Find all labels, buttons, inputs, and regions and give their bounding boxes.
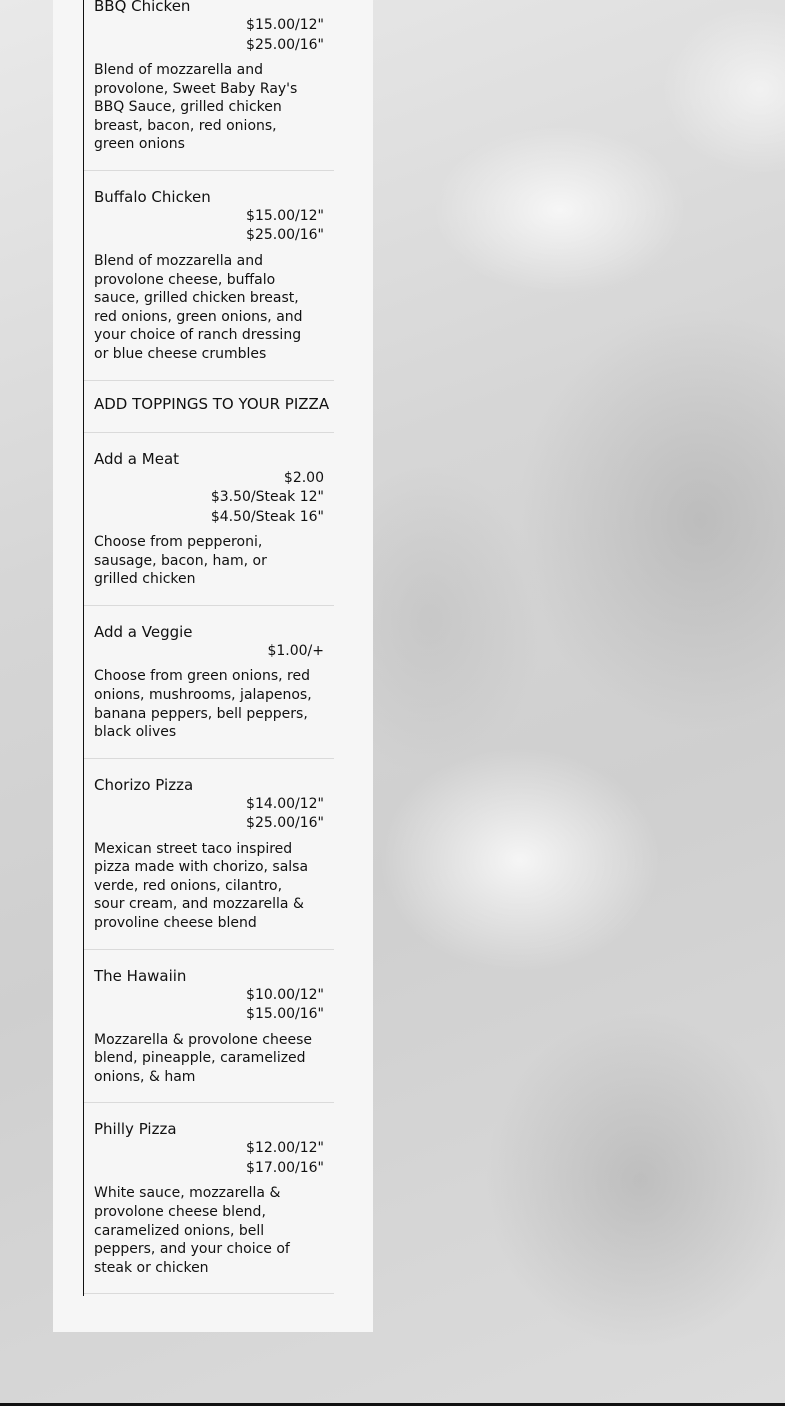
price-block — [94, 16, 334, 55]
item-description: Blend of mozzarella and provolone cheese, buffalo sauce, grilled chicken breast, red onions, green onions, and your choice of ranch dressing or blue cheese crumbles — [94, 252, 303, 362]
item-name: Philly Pizza — [94, 1120, 177, 1139]
price-12-inch: $15.00/12" — [246, 17, 324, 33]
price-12-inch: $10.00/12" — [246, 986, 324, 1003]
price-block — [94, 795, 334, 834]
item-description: Choose from pepperoni, sausage, bacon, ham, or grilled chicken — [94, 534, 267, 588]
item-description: Mozzarella & provolone cheese blend, pineapple, caramelized onions, & ham — [94, 1031, 313, 1085]
price-base: $2.00 — [283, 469, 324, 486]
price-block — [94, 469, 334, 528]
item-description: Mexican street taco inspired pizza made with chorizo, salsa verde, red onions, cilantro, sour cream, and mozzarella & provoline cheese blend — [94, 840, 309, 932]
menu-item-add-veggie — [84, 606, 334, 759]
price-steak-16: $4.50/Steak 16" — [210, 508, 324, 525]
item-description: White sauce, mozzarella & provolone cheese blend, caramelized onions, bell peppers, and your choice of steak or chicken — [94, 1185, 290, 1276]
price-block — [94, 1139, 334, 1178]
item-name: Add a Veggie — [94, 622, 193, 641]
price-12-inch: $12.00/12" — [246, 1140, 324, 1157]
price-block — [94, 642, 334, 662]
price-16-inch: $25.00/16" — [246, 227, 324, 244]
menu-item-philly-pizza — [84, 1103, 334, 1294]
menu-column — [83, 0, 334, 1296]
item-name: The Hawaiin — [94, 966, 187, 985]
item-name: Buffalo Chicken — [94, 187, 211, 206]
menu-item-buffalo-chicken — [84, 171, 334, 381]
price-16-inch: $15.00/16" — [246, 1006, 324, 1023]
price-steak-12: $3.50/Steak 12" — [210, 489, 324, 506]
menu-item-the-hawaiin — [84, 950, 334, 1104]
price-base: $1.00/+ — [267, 642, 324, 659]
price-block — [94, 207, 334, 246]
item-name: Chorizo Pizza — [94, 775, 194, 794]
price-16-inch: $17.00/16" — [246, 1159, 324, 1176]
section-heading-toppings: ADD TOPPINGS TO YOUR PIZZA — [84, 381, 334, 433]
price-block — [94, 986, 334, 1025]
menu-item-add-meat — [84, 433, 334, 606]
item-description: Blend of mozzarella and provolone, Sweet Baby Ray's BBQ Sauce, grilled chicken breast, bacon, red onions, green onions — [94, 62, 298, 153]
item-name: Add a Meat — [94, 449, 180, 468]
menu-item-bbq-chicken — [84, 0, 334, 171]
price-12-inch: $14.00/12" — [246, 795, 324, 812]
item-name: BBQ Chicken — [94, 0, 191, 15]
item-description: Choose from green onions, red onions, mushrooms, jalapenos, banana peppers, bell peppers, black olives — [94, 668, 312, 741]
menu-item-chorizo-pizza — [84, 759, 334, 950]
price-16-inch: $25.00/16" — [246, 815, 324, 832]
price-12-inch: $15.00/12" — [246, 207, 324, 224]
price-16-inch: $25.00/16" — [246, 36, 324, 53]
menu-card — [53, 0, 373, 1332]
